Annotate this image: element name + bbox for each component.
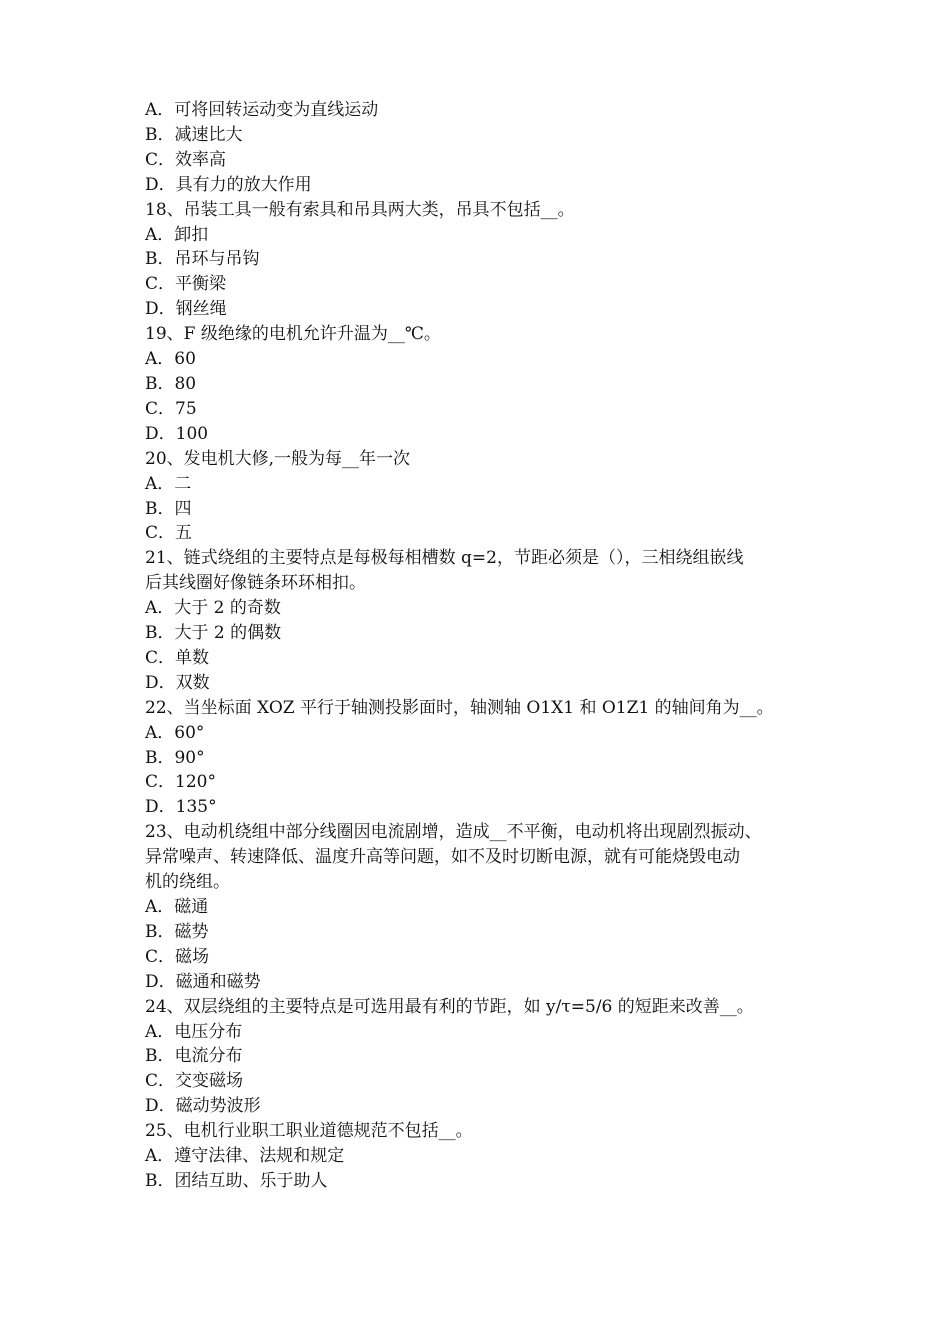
option-line: D．具有力的放大作用 [145, 174, 312, 195]
option-line: B．80 [145, 373, 197, 394]
option-line: A．卸扣 [145, 224, 209, 245]
option-line: A．磁通 [145, 897, 209, 917]
question-line: 22、当坐标面 XOZ 平行于轴测投影面时，轴测轴 O1X1 和 O1Z1 的轴间角为__。 [145, 697, 774, 718]
question-line: 机的绕组。 [145, 872, 230, 893]
option-line: A．遵守法律、法规和规定 [145, 1146, 345, 1167]
option-line: A．60° [145, 722, 205, 743]
document-page [145, 98, 835, 1194]
option-line: B．减速比大 [145, 124, 243, 145]
option-line: A．电压分布 [145, 1021, 243, 1042]
option-line: A．可将回转运动变为直线运动 [145, 100, 379, 120]
option-line: C．交变磁场 [145, 1071, 244, 1092]
question-line: 19、F 级绝缘的电机允许升温为__℃。 [145, 324, 441, 345]
option-line: B．磁势 [145, 921, 209, 942]
option-line: D．100 [145, 423, 209, 444]
option-line: C．单数 [145, 647, 210, 668]
option-line: C．平衡梁 [145, 274, 227, 295]
option-line: B．四 [145, 498, 192, 519]
option-line: B．90° [145, 747, 205, 768]
option-line: D．钢丝绳 [145, 299, 227, 320]
option-line: B．团结互助、乐于助人 [145, 1170, 328, 1191]
option-line: B．大于 2 的偶数 [145, 623, 282, 644]
option-line: D．135° [145, 797, 217, 818]
option-line: C．75 [145, 398, 197, 419]
option-line: A．60 [145, 349, 196, 370]
option-line: C．磁场 [145, 946, 210, 967]
question-line: 18、吊装工具一般有索具和吊具两大类，吊具不包括__。 [145, 199, 575, 220]
question-line: 异常噪声、转速降低、温度升高等问题，如不及时切断电源，就有可能烧毁电动 [145, 847, 740, 868]
option-line: A．二 [145, 473, 192, 494]
option-line: C．五 [145, 523, 193, 544]
option-line: D．双数 [145, 672, 210, 693]
option-line: C．120° [145, 772, 216, 793]
option-line: C．效率高 [145, 149, 227, 170]
option-line: D．磁通和磁势 [145, 971, 261, 992]
question-line: 23、电动机绕组中部分线圈因电流剧增，造成__不平衡，电动机将出现剧烈振动、 [145, 822, 762, 843]
question-line: 21、链式绕组的主要特点是每极每相槽数 q=2，节距必须是（），三相绕组嵌线 [145, 548, 744, 569]
question-line: 20、发电机大修,一般为每__年一次 [145, 448, 411, 469]
option-line: B．电流分布 [145, 1046, 243, 1067]
option-line: A．大于 2 的奇数 [145, 598, 281, 619]
question-line: 24、双层绕组的主要特点是可选用最有利的节距，如 y/τ=5/6 的短距来改善__。 [145, 996, 754, 1017]
question-line: 后其线圈好像链条环环相扣。 [145, 573, 366, 594]
option-line: B．吊环与吊钩 [145, 249, 260, 270]
question-line: 25、电机行业职工职业道德规范不包括__。 [145, 1121, 473, 1142]
option-line: D．磁动势波形 [145, 1096, 261, 1117]
